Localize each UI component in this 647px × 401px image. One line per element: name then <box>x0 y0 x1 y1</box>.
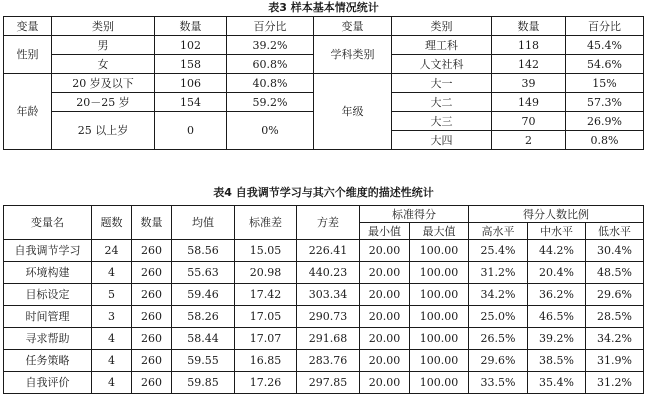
mid-level-cell: 44.2% <box>528 240 586 262</box>
max-cell: 100.00 <box>410 262 469 284</box>
count-cell: 260 <box>132 284 172 306</box>
table4-caption: 表4 自我调节学习与其六个维度的描述性统计 <box>213 186 434 199</box>
column-header: 数量 <box>155 17 227 36</box>
high-level-cell: 25.0% <box>469 306 528 328</box>
items-cell: 4 <box>92 350 132 372</box>
count-cell: 39 <box>492 74 566 93</box>
variable-name-cell: 目标设定 <box>4 284 92 306</box>
variance-cell: 291.68 <box>297 328 360 350</box>
high-level-cell: 29.6% <box>469 350 528 372</box>
table-row <box>4 350 644 372</box>
low-level-cell: 48.5% <box>586 262 644 284</box>
column-header: 均值 <box>172 206 235 240</box>
category-cell: 大三 <box>392 112 492 131</box>
count-cell: 260 <box>132 328 172 350</box>
count-cell: 260 <box>132 262 172 284</box>
sd-cell: 15.05 <box>235 240 297 262</box>
items-cell: 5 <box>92 284 132 306</box>
count-cell: 149 <box>492 93 566 112</box>
min-cell: 20.00 <box>360 350 410 372</box>
mid-level-cell: 46.5% <box>528 306 586 328</box>
mean-cell: 58.56 <box>172 240 235 262</box>
low-level-cell: 29.6% <box>586 284 644 306</box>
count-cell: 106 <box>155 74 227 93</box>
percent-cell: 15% <box>566 74 644 93</box>
low-level-cell: 31.9% <box>586 350 644 372</box>
count-cell: 118 <box>492 36 566 55</box>
items-cell: 3 <box>92 306 132 328</box>
column-group-header: 标准得分 <box>360 206 469 223</box>
mean-cell: 58.26 <box>172 306 235 328</box>
low-level-cell: 34.2% <box>586 328 644 350</box>
percent-cell: 0.8% <box>566 131 644 150</box>
variable-name-cell: 任务策略 <box>4 350 92 372</box>
table3-caption: 表3 样本基本情况统计 <box>268 1 379 14</box>
mid-level-cell: 20.4% <box>528 262 586 284</box>
count-cell: 260 <box>132 372 172 394</box>
high-level-cell: 31.2% <box>469 262 528 284</box>
column-header: 类别 <box>52 17 155 36</box>
items-cell: 24 <box>92 240 132 262</box>
variable-name-cell: 环境构建 <box>4 262 92 284</box>
category-cell: 男 <box>52 36 155 55</box>
sd-cell: 17.05 <box>235 306 297 328</box>
max-cell: 100.00 <box>410 328 469 350</box>
table-header-row <box>4 17 644 36</box>
variable-label: 年龄 <box>4 74 52 150</box>
count-cell: 2 <box>492 131 566 150</box>
percent-cell: 57.3% <box>566 93 644 112</box>
variable-label: 学科类别 <box>314 36 392 74</box>
percent-cell: 0% <box>227 112 314 150</box>
percent-cell: 60.8% <box>227 55 314 74</box>
mean-cell: 59.85 <box>172 372 235 394</box>
percent-cell: 45.4% <box>566 36 644 55</box>
min-cell: 20.00 <box>360 240 410 262</box>
count-cell: 154 <box>155 93 227 112</box>
category-cell: 人文社科 <box>392 55 492 74</box>
max-cell: 100.00 <box>410 306 469 328</box>
high-level-cell: 33.5% <box>469 372 528 394</box>
table-header-row <box>4 206 644 223</box>
mean-cell: 59.55 <box>172 350 235 372</box>
variable-name-cell: 自我评价 <box>4 372 92 394</box>
column-header: 百分比 <box>566 17 644 36</box>
column-header: 最小值 <box>360 223 410 240</box>
column-header: 类别 <box>392 17 492 36</box>
mid-level-cell: 35.4% <box>528 372 586 394</box>
items-cell: 4 <box>92 262 132 284</box>
low-level-cell: 28.5% <box>586 306 644 328</box>
variance-cell: 303.34 <box>297 284 360 306</box>
table-row <box>4 328 644 350</box>
percent-cell: 39.2% <box>227 36 314 55</box>
items-cell: 4 <box>92 372 132 394</box>
column-group-header: 得分人数比例 <box>469 206 644 223</box>
variable-name-cell: 时间管理 <box>4 306 92 328</box>
variance-cell: 226.41 <box>297 240 360 262</box>
min-cell: 20.00 <box>360 306 410 328</box>
min-cell: 20.00 <box>360 284 410 306</box>
variable-label: 性别 <box>4 36 52 74</box>
variance-cell: 290.73 <box>297 306 360 328</box>
count-cell: 70 <box>492 112 566 131</box>
mean-cell: 58.44 <box>172 328 235 350</box>
max-cell: 100.00 <box>410 372 469 394</box>
column-header: 方差 <box>297 206 360 240</box>
sd-cell: 17.42 <box>235 284 297 306</box>
column-header: 百分比 <box>227 17 314 36</box>
sd-cell: 20.98 <box>235 262 297 284</box>
high-level-cell: 34.2% <box>469 284 528 306</box>
variance-cell: 440.23 <box>297 262 360 284</box>
percent-cell: 26.9% <box>566 112 644 131</box>
column-header: 低水平 <box>586 223 644 240</box>
high-level-cell: 26.5% <box>469 328 528 350</box>
sample-basic-info-table <box>3 16 644 150</box>
category-cell: 理工科 <box>392 36 492 55</box>
table-row <box>4 262 644 284</box>
column-header: 变量 <box>4 17 52 36</box>
table-row <box>4 36 644 55</box>
table-row <box>4 240 644 262</box>
column-header: 变量 <box>314 17 392 36</box>
count-cell: 158 <box>155 55 227 74</box>
column-header: 变量名 <box>4 206 92 240</box>
table-row <box>4 284 644 306</box>
percent-cell: 59.2% <box>227 93 314 112</box>
percent-cell: 40.8% <box>227 74 314 93</box>
mid-level-cell: 38.5% <box>528 350 586 372</box>
column-header: 高水平 <box>469 223 528 240</box>
table-row <box>4 372 644 394</box>
variable-name-cell: 寻求帮助 <box>4 328 92 350</box>
count-cell: 260 <box>132 240 172 262</box>
variance-cell: 297.85 <box>297 372 360 394</box>
max-cell: 100.00 <box>410 350 469 372</box>
column-header: 数量 <box>492 17 566 36</box>
sd-cell: 17.07 <box>235 328 297 350</box>
count-cell: 142 <box>492 55 566 74</box>
max-cell: 100.00 <box>410 240 469 262</box>
count-cell: 260 <box>132 306 172 328</box>
column-header: 标准差 <box>235 206 297 240</box>
category-cell: 大一 <box>392 74 492 93</box>
min-cell: 20.00 <box>360 372 410 394</box>
high-level-cell: 25.4% <box>469 240 528 262</box>
category-cell: 20 岁及以下 <box>52 74 155 93</box>
table-row <box>4 306 644 328</box>
table-row <box>4 74 644 93</box>
category-cell: 大二 <box>392 93 492 112</box>
sd-cell: 17.26 <box>235 372 297 394</box>
low-level-cell: 30.4% <box>586 240 644 262</box>
column-header: 数量 <box>132 206 172 240</box>
min-cell: 20.00 <box>360 328 410 350</box>
mean-cell: 59.46 <box>172 284 235 306</box>
mid-level-cell: 36.2% <box>528 284 586 306</box>
percent-cell: 54.6% <box>566 55 644 74</box>
count-cell: 102 <box>155 36 227 55</box>
mean-cell: 55.63 <box>172 262 235 284</box>
variable-label: 年级 <box>314 74 392 150</box>
category-cell: 25 以上岁 <box>52 112 155 150</box>
mid-level-cell: 39.2% <box>528 328 586 350</box>
self-regulated-learning-stats-table <box>3 205 644 394</box>
low-level-cell: 31.2% <box>586 372 644 394</box>
max-cell: 100.00 <box>410 284 469 306</box>
column-header: 最大值 <box>410 223 469 240</box>
min-cell: 20.00 <box>360 262 410 284</box>
variable-name-cell: 自我调节学习 <box>4 240 92 262</box>
variance-cell: 283.76 <box>297 350 360 372</box>
count-cell: 0 <box>155 112 227 150</box>
sd-cell: 16.85 <box>235 350 297 372</box>
column-header: 中水平 <box>528 223 586 240</box>
count-cell: 260 <box>132 350 172 372</box>
items-cell: 4 <box>92 328 132 350</box>
category-cell: 20－25 岁 <box>52 93 155 112</box>
category-cell: 女 <box>52 55 155 74</box>
category-cell: 大四 <box>392 131 492 150</box>
column-header: 题数 <box>92 206 132 240</box>
